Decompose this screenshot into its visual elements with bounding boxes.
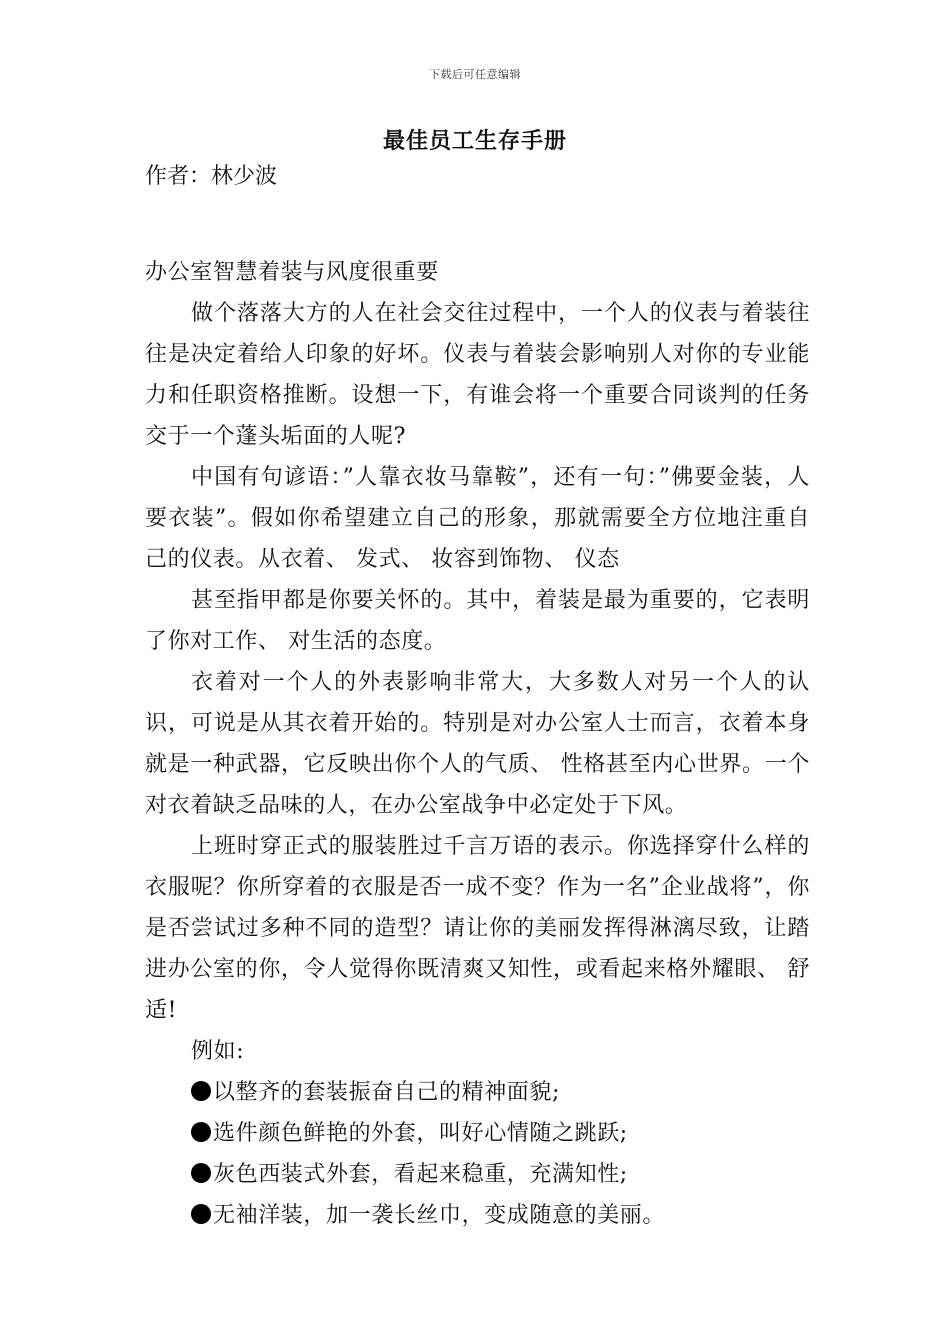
bullet-dot-icon xyxy=(191,1163,211,1183)
paragraph: 中国有句谚语：”人靠衣妆马靠鞍”，还有一句：”佛要金装，人要衣装”。假如你希望建立自己的形象，那就需要全方位地注重自己的仪表。从衣着、 发式、 妆容到饰物、 仪态 xyxy=(145,465,810,572)
example-label: 例如: xyxy=(191,1039,245,1064)
author-line: 作者：林少波 xyxy=(145,164,278,189)
bullet-item xyxy=(145,1113,810,1154)
bullet-text: 无袖洋装，加一袭长丝巾，变成随意的美丽。 xyxy=(213,1203,666,1228)
paragraph: 衣着对一个人的外表影响非常大，大多数人对另一个人的认识，可说是从其衣着开始的。特别是对办公室人士而言，衣着本身就是一种武器，它反映出你个人的气质、 性格甚至内心世界。一个对衣着缺乏品味的人，在办公室战争中必定处于下风。 xyxy=(145,670,810,818)
bullet-text: 灰色西装式外套，看起来稳重，充满知性; xyxy=(213,1162,628,1187)
document-body xyxy=(145,252,810,1236)
bullet-text: 以整齐的套装振奋自己的精神面貌; xyxy=(213,1080,561,1105)
bullet-dot-icon xyxy=(191,1204,211,1224)
section-heading: 办公室智慧着装与风度很重要 xyxy=(145,260,439,285)
document-title: 最佳员工生存手册 xyxy=(382,128,567,154)
paragraph: 甚至指甲都是你要关怀的。其中，着装是最为重要的，它表明了你对工作、 对生活的态度。 xyxy=(145,588,810,654)
paragraph: 上班时穿正式的服装胜过千言万语的表示。你选择穿什么样的衣服呢？你所穿着的衣服是否一成不变？作为一名”企业战将”，你是否尝试过多种不同的造型？请让你的美丽发挥得淋漓尽致，让踏进办公室的你，令人觉得你既清爽又知性，或看起来格外耀眼、 舒适! xyxy=(145,834,810,1023)
paragraph: 做个落落大方的人在社会交往过程中，一个人的仪表与着装往往是决定着给人印象的好坏。仪表与着装会影响别人对你的专业能力和任职资格推断。设想一下，有谁会将一个重要合同谈判的任务交于一个蓬头垢面的人呢? xyxy=(145,301,810,449)
bullet-item xyxy=(145,1195,810,1236)
bullet-dot-icon xyxy=(191,1122,211,1142)
header-note: 下载后可任意编辑 xyxy=(429,68,521,81)
bullet-text: 选件颜色鲜艳的外套，叫好心情随之跳跃; xyxy=(213,1121,628,1146)
bullet-item xyxy=(145,1072,810,1113)
bullet-item xyxy=(145,1154,810,1195)
bullet-dot-icon xyxy=(191,1081,211,1101)
